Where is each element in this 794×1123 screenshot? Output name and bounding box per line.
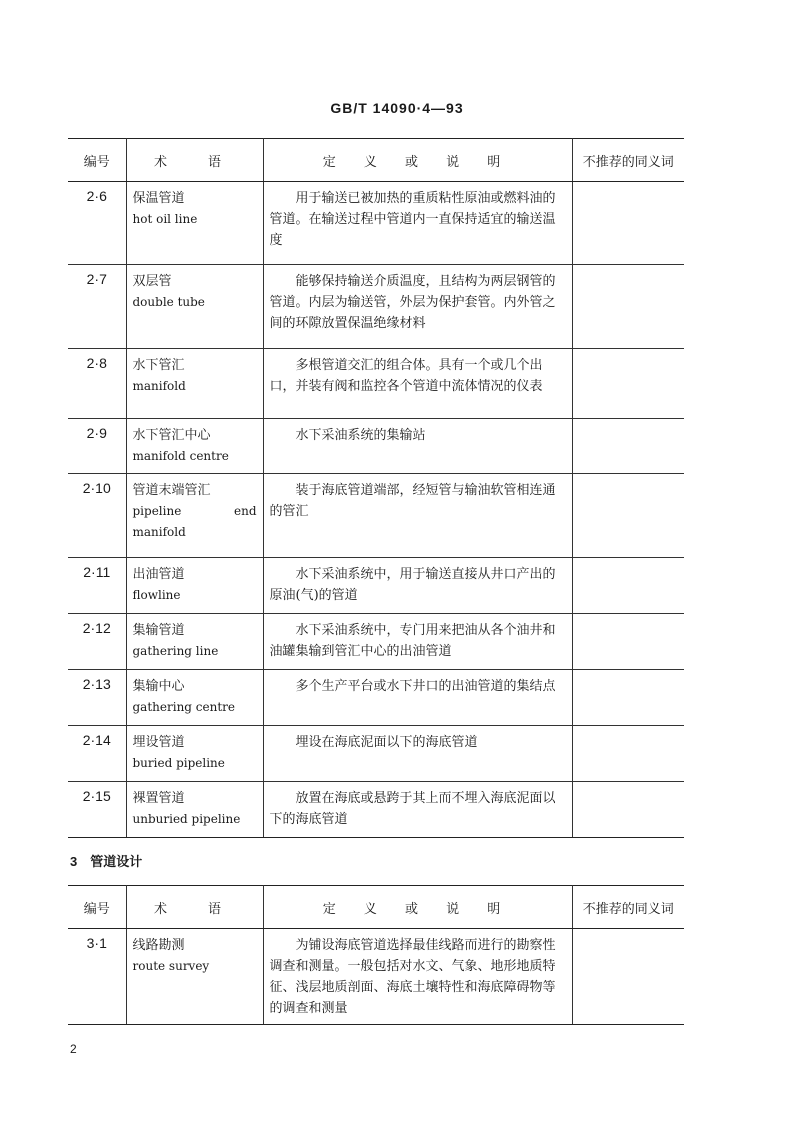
term-chinese: 裸置管道 xyxy=(132,791,185,806)
term-cell xyxy=(126,670,263,726)
term-cell xyxy=(126,182,263,265)
term-definition: 用于输送已被加热的重质粘性原油或燃料油的管道。在输送过程中管道内一直保持适宜的输送温度 xyxy=(263,182,572,265)
term-number: 2·8 xyxy=(68,349,126,419)
table-row xyxy=(68,349,684,419)
table-header-row xyxy=(68,886,684,929)
term-definition: 装于海底管道端部，经短管与输油软管相连通的管汇 xyxy=(263,474,572,558)
term-synonym xyxy=(572,474,684,558)
term-english: buried pipeline xyxy=(132,756,225,770)
term-english: unburied pipeline xyxy=(132,812,241,826)
term-number: 3·1 xyxy=(68,929,126,1025)
header-synonym: 不推荐的同义词 xyxy=(572,886,684,929)
term-cell xyxy=(126,474,263,558)
term-chinese: 水下管汇 xyxy=(132,358,185,373)
term-english: route survey xyxy=(132,959,210,973)
term-number: 2·6 xyxy=(68,182,126,265)
table-row xyxy=(68,726,684,782)
term-number: 2·14 xyxy=(68,726,126,782)
term-cell xyxy=(126,265,263,349)
table-row xyxy=(68,670,684,726)
term-chinese: 出油管道 xyxy=(132,567,185,582)
header-number: 编号 xyxy=(68,139,126,182)
term-definition: 水下采油系统的集输站 xyxy=(263,419,572,474)
term-number: 2·9 xyxy=(68,419,126,474)
term-synonym xyxy=(572,265,684,349)
term-number: 2·11 xyxy=(68,558,126,614)
table-row xyxy=(68,474,684,558)
term-chinese: 双层管 xyxy=(132,274,172,289)
header-term: 术 语 xyxy=(126,886,263,929)
term-english: flowline xyxy=(132,588,181,602)
term-synonym xyxy=(572,929,684,1025)
terms-table-section-3 xyxy=(68,885,684,1025)
header-term: 术 语 xyxy=(126,139,263,182)
term-english: manifold xyxy=(132,379,186,393)
term-definition: 为铺设海底管道选择最佳线路而进行的勘察性调查和测量。一般包括对水文、气象、地形地质特征、浅层地质剖面、海底土壤特性和海底障碍物等的调查和测量 xyxy=(263,929,572,1025)
table-row xyxy=(68,558,684,614)
table-row xyxy=(68,419,684,474)
term-definition: 放置在海底或悬跨于其上而不埋入海底泥面以下的海底管道 xyxy=(263,782,572,838)
term-definition: 埋设在海底泥面以下的海底管道 xyxy=(263,726,572,782)
term-number: 2·7 xyxy=(68,265,126,349)
term-number: 2·15 xyxy=(68,782,126,838)
page-number: 2 xyxy=(70,1042,77,1056)
term-cell xyxy=(126,726,263,782)
table-row xyxy=(68,182,684,265)
term-synonym xyxy=(572,182,684,265)
term-synonym xyxy=(572,558,684,614)
table-header-row xyxy=(68,139,684,182)
term-number: 2·12 xyxy=(68,614,126,670)
term-cell xyxy=(126,929,263,1025)
term-definition: 多个生产平台或水下井口的出油管道的集结点 xyxy=(263,670,572,726)
term-chinese: 线路勘测 xyxy=(132,938,185,953)
terms-table-section-2 xyxy=(68,138,684,838)
term-english: double tube xyxy=(132,295,205,309)
term-chinese: 管道末端管汇 xyxy=(132,483,211,498)
term-chinese: 水下管汇中心 xyxy=(132,428,211,443)
term-number: 2·13 xyxy=(68,670,126,726)
term-definition: 能够保持输送介质温度，且结构为两层钢管的管道。内层为输送管，外层为保护套管。内外管之间的环隙放置保温绝缘材料 xyxy=(263,265,572,349)
term-cell xyxy=(126,614,263,670)
term-synonym xyxy=(572,670,684,726)
table-row xyxy=(68,614,684,670)
table-row xyxy=(68,265,684,349)
term-chinese: 集输中心 xyxy=(132,679,185,694)
term-cell xyxy=(126,349,263,419)
term-english: pipeline end manifold xyxy=(132,504,257,539)
term-synonym xyxy=(572,614,684,670)
term-cell xyxy=(126,782,263,838)
term-definition: 水下采油系统中，用于输送直接从井口产出的原油(气)的管道 xyxy=(263,558,572,614)
header-synonym: 不推荐的同义词 xyxy=(572,139,684,182)
header-definition: 定 义 或 说 明 xyxy=(263,139,572,182)
term-synonym xyxy=(572,782,684,838)
term-definition: 多根管道交汇的组合体。具有一个或几个出口，并装有阀和监控各个管道中流体情况的仪表 xyxy=(263,349,572,419)
term-number: 2·10 xyxy=(68,474,126,558)
term-english: gathering line xyxy=(132,644,219,658)
term-english: gathering centre xyxy=(132,700,235,714)
section-heading: 3 管道设计 xyxy=(70,854,143,869)
term-definition: 水下采油系统中，专门用来把油从各个油井和油罐集输到管汇中心的出油管道 xyxy=(263,614,572,670)
term-cell xyxy=(126,419,263,474)
term-synonym xyxy=(572,349,684,419)
term-english: manifold centre xyxy=(132,449,229,463)
header-definition: 定 义 或 说 明 xyxy=(263,886,572,929)
standard-code-header: GB/T 14090·4—93 xyxy=(330,100,464,116)
term-synonym xyxy=(572,419,684,474)
term-english: hot oil line xyxy=(132,212,198,226)
term-chinese: 埋设管道 xyxy=(132,735,185,750)
table-row xyxy=(68,929,684,1025)
term-chinese: 保温管道 xyxy=(132,191,185,206)
term-cell xyxy=(126,558,263,614)
term-synonym xyxy=(572,726,684,782)
term-chinese: 集输管道 xyxy=(132,623,185,638)
table-row xyxy=(68,782,684,838)
header-number: 编号 xyxy=(68,886,126,929)
